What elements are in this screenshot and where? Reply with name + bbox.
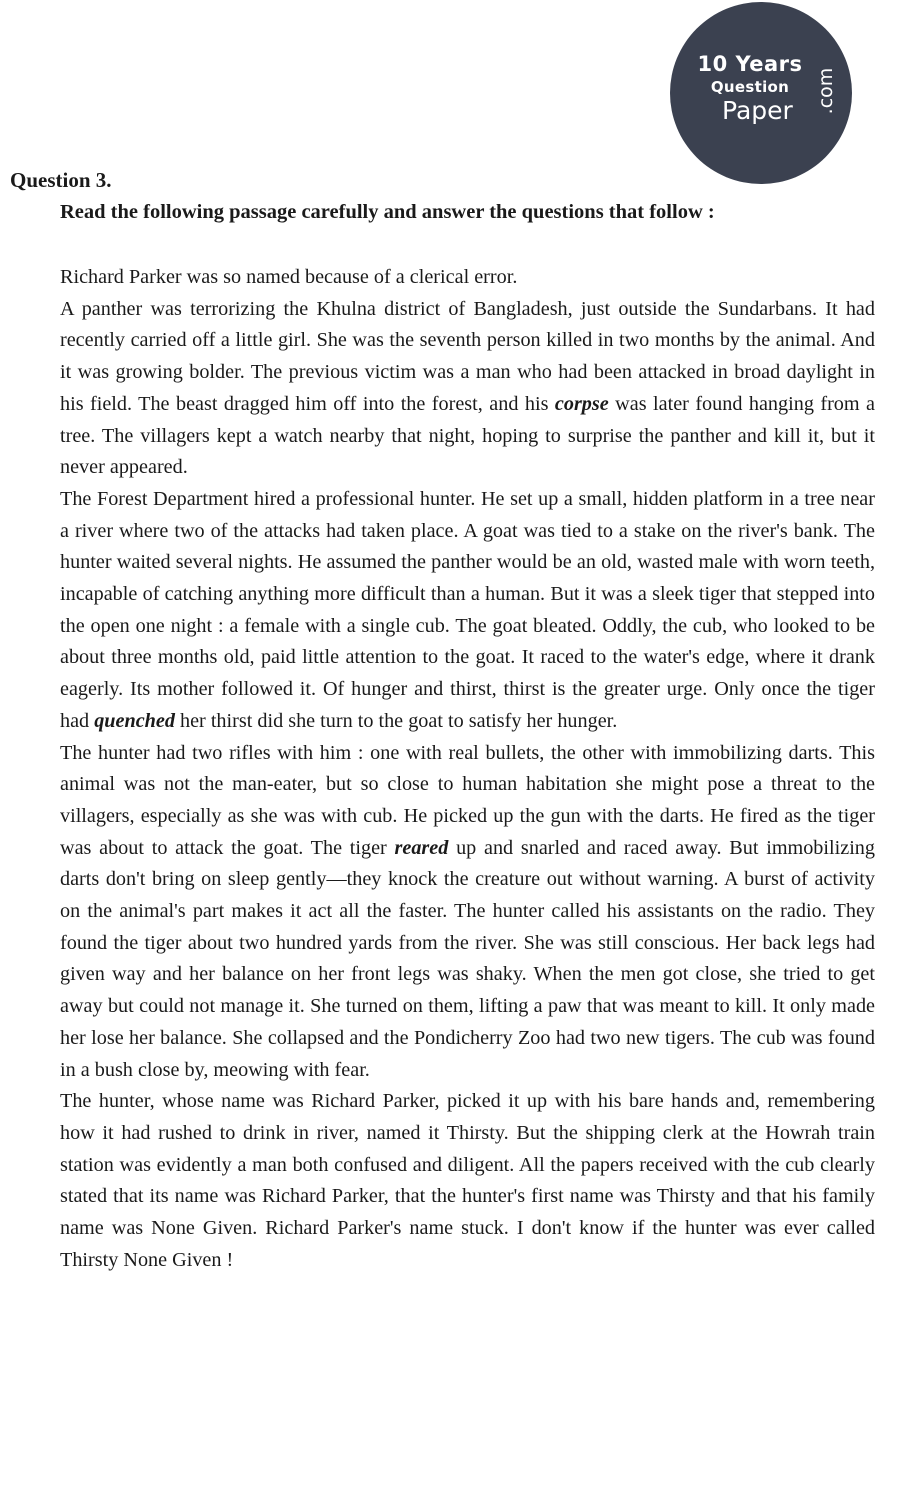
emphasized-word: quenched [94,709,175,732]
question-title: Question 3. [10,168,112,192]
question-instructions: Read the following passage carefully and answer the questions that follow : [60,201,715,223]
logo-text-question: Question [710,78,790,96]
paragraph-text: up and snarled and raced away. But immobilizing darts don't bring on sleep gently—they knock the creature out without warning. A burst of activity on the animal's part makes it act all the faster. The hunter called his assistants on the radio. They found the tiger about two hundred yards from the river. She was still conscious. Her back legs had given way and her balance on her front legs was shaky. When the men got close, she tried to get away but could not manage it. She turned on them, lifting a paw that was meant to kill. It only made her lose her balance. She collapsed and the Pondicherry Zoo had two new tigers. The cub was found in a bush close by, meowing with fear. [60,836,875,1081]
emphasized-word: corpse [554,392,609,415]
passage-paragraph-5: The hunter, whose name was Richard Parker, picked it up with his bare hands and, remembering how it had rushed to drink in river, named it Thirsty. But the shipping clerk at the Howrah train station was evidently a man both confused and diligent. All the papers received with the cub clearly stated that its name was Richard Parker, that the hunter's first name was Thirsty and that his family name was None Given. Richard Parker's name stuck. I don't know if the hunter was ever called Thirsty None Given ! [60,1090,875,1271]
logo-text-paper: Paper [722,96,793,125]
paragraph-text: A panther was terrorizing the Khulna district of Bangladesh, just outside the Sundarbans. It had recently carried off a little girl. She was the seventh person killed in two months by the animal. And it was growing bolder. The previous victim was a man who had been attacked in broad daylight in his field. The beast dragged him off into the forest, and his [60,297,875,415]
passage-paragraph-1: Richard Parker was so named because of a clerical error. [60,266,518,288]
emphasized-word: reared [394,836,449,859]
logo-text-domain: .com [815,67,837,115]
reading-passage [60,262,875,1277]
passage-paragraph-4 [60,738,875,1087]
paragraph-text: The hunter had two rifles with him : one with real bullets, the other with immobilizing darts. This animal was not the man-eater, but so close to human habitation she might pose a threat to the villagers, especially as she was with cub. He picked up the gun with the darts. He fired as the tiger was about to attack the goat. The tiger [60,741,875,859]
passage-paragraph-3 [60,484,875,738]
paragraph-text: was later found hanging from a tree. The villagers kept a watch nearby that night, hoping to surprise the panther and kill it, but it never appeared. [60,392,876,479]
logo-text-years: 10 Years [697,52,803,76]
paragraph-text: The Forest Department hired a professional hunter. He set up a small, hidden platform in a tree near a river where two of the attacks had taken place. A goat was tied to a stake on the river's bank. The hunter waited several nights. He assumed the panther would be an old, wasted male with worn teeth, incapable of catching anything more difficult than a human. But it was a sleek tiger that stepped into the open one night : a female with a single cub. The goat bleated. Oddly, the cub, who looked to be about three months old, paid little attention to the goat. It raced to the water's edge, where it drank eagerly. Its mother followed it. Of hunger and thirst, thirst is the greater urge. Only once the tiger had [60,487,875,732]
passage-paragraph-2 [60,294,875,484]
site-logo [670,2,852,184]
paragraph-text: her thirst did she turn to the goat to satisfy her hunger. [174,709,618,732]
